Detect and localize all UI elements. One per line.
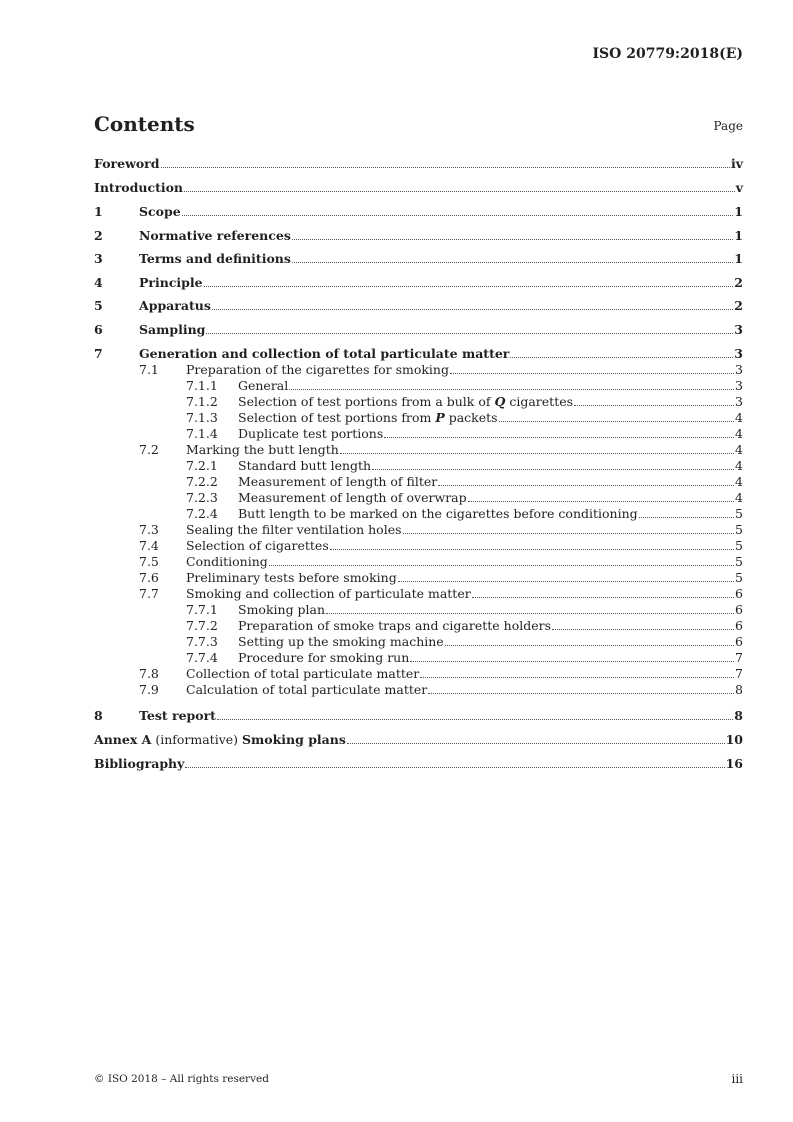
toc-entry-page: 6 — [735, 602, 743, 617]
toc-entry-page: 2 — [734, 275, 743, 290]
toc-entry-number: 7.7.1 — [186, 602, 218, 617]
toc-entry[interactable] — [186, 506, 743, 522]
toc-entry-title: Setting up the smoking machine — [238, 634, 444, 649]
toc-entry-number: 7.3 — [139, 522, 159, 537]
toc-entry[interactable] — [139, 586, 743, 602]
page-number: iii — [731, 1072, 743, 1086]
toc-leader-dots — [161, 166, 730, 168]
toc-entry[interactable] — [139, 682, 743, 698]
toc-entry[interactable] — [186, 394, 743, 410]
toc-entry-title: Measurement of length of overwrap — [238, 490, 467, 505]
toc-entry[interactable] — [94, 298, 743, 314]
toc-entry-number: 7.5 — [139, 554, 159, 569]
toc-entry-page: 5 — [735, 570, 743, 585]
copyright-notice: © ISO 2018 – All rights reserved — [94, 1073, 269, 1085]
toc-leader-dots — [428, 692, 734, 694]
toc-entry-title: Normative references — [139, 228, 291, 243]
toc-entry-number: 7.2.3 — [186, 490, 218, 505]
toc-leader-dots — [269, 564, 734, 566]
toc-entry-title: Smoking and collection of particulate matter — [186, 586, 471, 601]
toc-entry-title: Butt length to be marked on the cigarettes before conditioning — [238, 506, 638, 521]
toc-entry-page: 3 — [735, 362, 743, 377]
toc-entry-page: 1 — [734, 228, 743, 243]
contents-title: Contents — [94, 112, 195, 136]
toc-leader-dots — [292, 238, 733, 240]
toc-entry-number: 7.7.2 — [186, 618, 218, 633]
toc-entry-number: 7.2.2 — [186, 474, 218, 489]
toc-entry-page: 6 — [735, 634, 743, 649]
toc-entry-title: Terms and definitions — [139, 251, 291, 266]
toc-entry-title: Standard butt length — [238, 458, 372, 473]
toc-entry-page: 1 — [734, 251, 743, 266]
toc-entry-number: 6 — [94, 322, 103, 337]
toc-entry[interactable] — [139, 522, 743, 538]
toc-leader-dots — [206, 332, 733, 334]
toc-entry-number: 7.1.1 — [186, 378, 218, 393]
toc-entry[interactable] — [139, 666, 743, 682]
toc-entry-title: Measurement of length of filter — [238, 474, 438, 489]
toc-entry[interactable] — [139, 538, 743, 554]
toc-leader-dots — [438, 484, 734, 486]
toc-entry-page: 16 — [725, 756, 743, 771]
toc-entry[interactable] — [94, 275, 743, 291]
toc-leader-dots — [217, 718, 733, 720]
toc-entry[interactable] — [186, 378, 743, 394]
toc-entry-title: General — [238, 378, 289, 393]
toc-leader-dots — [347, 742, 725, 744]
toc-entry-number: 7.8 — [139, 666, 159, 681]
toc-entry[interactable] — [94, 156, 743, 172]
toc-entry-page: iv — [730, 156, 743, 171]
toc-leader-dots — [499, 420, 734, 422]
toc-entry-number: 8 — [94, 708, 103, 723]
toc-leader-dots — [182, 214, 734, 216]
toc-entry-title: Generation and collection of total particulate matter — [139, 346, 510, 361]
toc-leader-dots — [639, 516, 734, 518]
toc-entry[interactable] — [186, 410, 743, 426]
toc-entry-page: 5 — [735, 538, 743, 553]
toc-leader-dots — [212, 308, 733, 310]
toc-entry-title: Duplicate test portions — [238, 426, 384, 441]
toc-leader-dots — [289, 388, 734, 390]
toc-entry-title: Bibliography — [94, 756, 185, 771]
toc-leader-dots — [403, 532, 735, 534]
toc-entry-number: 1 — [94, 204, 103, 219]
toc-entry-title: Calculation of total particulate matter — [186, 682, 428, 697]
toc-entry[interactable] — [186, 474, 743, 490]
toc-leader-dots — [552, 628, 734, 630]
toc-entry[interactable] — [94, 180, 743, 196]
toc-entry-title: Selection of test portions from P packets — [238, 410, 498, 425]
toc-entry-page: 4 — [735, 426, 743, 441]
toc-entry-page: 8 — [735, 682, 743, 697]
toc-entry-title: Preliminary tests before smoking — [186, 570, 397, 585]
toc-leader-dots — [372, 468, 734, 470]
toc-leader-dots — [398, 580, 734, 582]
toc-entry-page: 4 — [735, 474, 743, 489]
toc-entry-title: Introduction — [94, 180, 184, 195]
toc-entry[interactable] — [139, 442, 743, 458]
toc-leader-dots — [292, 261, 733, 263]
toc-entry-title: Selection of cigarettes — [186, 538, 329, 553]
toc-entry[interactable] — [139, 570, 743, 586]
toc-entry-number: 4 — [94, 275, 103, 290]
toc-entry-page: 3 — [734, 346, 743, 361]
toc-entry-title: Marking the butt length — [186, 442, 339, 457]
toc-entry-title: Preparation of smoke traps and cigarette holders — [238, 618, 552, 633]
toc-entry-page: 5 — [735, 506, 743, 521]
toc-entry-title: Conditioning — [186, 554, 268, 569]
toc-entry-number: 3 — [94, 251, 103, 266]
toc-entry-number: 7.7 — [139, 586, 159, 601]
toc-entry-title: Foreword — [94, 156, 160, 171]
toc-entry[interactable] — [94, 228, 743, 244]
toc-entry-page: 2 — [734, 298, 743, 313]
toc-entry[interactable] — [139, 554, 743, 570]
toc-entry-number: 7.2.4 — [186, 506, 218, 521]
toc-entry[interactable] — [186, 634, 743, 650]
toc-entry-number: 7.4 — [139, 538, 159, 553]
toc-entry-page: 4 — [735, 442, 743, 457]
toc-leader-dots — [330, 548, 734, 550]
toc-entry-page: 5 — [735, 522, 743, 537]
toc-entry-number: 7.1.4 — [186, 426, 218, 441]
toc-entry[interactable] — [186, 618, 743, 634]
toc-entry[interactable] — [186, 650, 743, 666]
toc-entry[interactable] — [94, 251, 743, 267]
toc-leader-dots — [450, 372, 734, 374]
toc-leader-dots — [445, 644, 734, 646]
toc-leader-dots — [410, 660, 734, 662]
toc-leader-dots — [574, 404, 734, 406]
toc-entry-number: 7.7.4 — [186, 650, 218, 665]
toc-entry-page: 4 — [735, 410, 743, 425]
toc-entry-number: 7.6 — [139, 570, 159, 585]
toc-leader-dots — [326, 612, 734, 614]
toc-entry-page: 5 — [735, 554, 743, 569]
toc-entry-page: 3 — [735, 378, 743, 393]
toc-entry-page: 7 — [735, 650, 743, 665]
toc-entry[interactable] — [94, 756, 743, 772]
toc-entry-page: 7 — [735, 666, 743, 681]
toc-entry-title: Selection of test portions from a bulk of Q cigarettes — [238, 394, 574, 409]
toc-entry-page: 6 — [735, 618, 743, 633]
toc-entry-number: 7.2.1 — [186, 458, 218, 473]
toc-entry-number: 7 — [94, 346, 103, 361]
toc-entry-page: 3 — [734, 322, 743, 337]
toc-entry[interactable] — [94, 204, 743, 220]
toc-leader-dots — [472, 596, 734, 598]
toc-entry[interactable] — [186, 602, 743, 618]
toc-entry[interactable] — [94, 322, 743, 338]
toc-leader-dots — [340, 452, 734, 454]
toc-entry-number: 7.7.3 — [186, 634, 218, 649]
toc-leader-dots — [185, 766, 724, 768]
toc-entry-page: 4 — [735, 490, 743, 505]
toc-entry-page: 10 — [725, 732, 743, 747]
toc-entry-number: 7.1.3 — [186, 410, 218, 425]
toc-entry-title: Smoking plan — [238, 602, 326, 617]
toc-entry-number: 5 — [94, 298, 103, 313]
toc-entry[interactable] — [94, 346, 743, 362]
toc-entry-number: 7.9 — [139, 682, 159, 697]
toc-leader-dots — [468, 500, 734, 502]
toc-leader-dots — [184, 190, 735, 192]
toc-entry[interactable] — [186, 490, 743, 506]
toc-entry-title: Apparatus — [139, 298, 211, 313]
toc-entry-title: Scope — [139, 204, 181, 219]
toc-entry[interactable] — [186, 458, 743, 474]
toc-entry-title: Test report — [139, 708, 216, 723]
toc-entry-title: Preparation of the cigarettes for smoking — [186, 362, 449, 377]
toc-entry-page: 8 — [734, 708, 743, 723]
toc-entry-title: Procedure for smoking run — [238, 650, 410, 665]
toc-entry-number: 7.1 — [139, 362, 159, 377]
toc-entry-number: 7.2 — [139, 442, 159, 457]
toc-entry[interactable] — [139, 362, 743, 378]
toc-entry-number: 2 — [94, 228, 103, 243]
toc-leader-dots — [510, 356, 733, 358]
toc-entry-page: 6 — [735, 586, 743, 601]
toc-entry-page: 4 — [735, 458, 743, 473]
toc-entry-page: v — [735, 180, 743, 195]
toc-leader-dots — [204, 285, 734, 287]
toc-entry-page: 3 — [735, 394, 743, 409]
toc-entry-title: Annex A (informative) Smoking plans — [94, 732, 346, 747]
toc-entry[interactable] — [94, 708, 743, 724]
toc-entry-page: 1 — [734, 204, 743, 219]
toc-leader-dots — [420, 676, 734, 678]
document-id: ISO 20779:2018(E) — [592, 46, 743, 62]
page-column-label: Page — [713, 119, 743, 133]
toc-entry-title: Principle — [139, 275, 203, 290]
toc-entry-title: Sampling — [139, 322, 206, 337]
toc-leader-dots — [384, 436, 734, 438]
toc-entry-number: 7.1.2 — [186, 394, 218, 409]
toc-entry[interactable] — [94, 732, 743, 748]
toc-entry-title: Collection of total particulate matter — [186, 666, 420, 681]
toc-entry-title: Sealing the filter ventilation holes — [186, 522, 402, 537]
toc-entry[interactable] — [186, 426, 743, 442]
